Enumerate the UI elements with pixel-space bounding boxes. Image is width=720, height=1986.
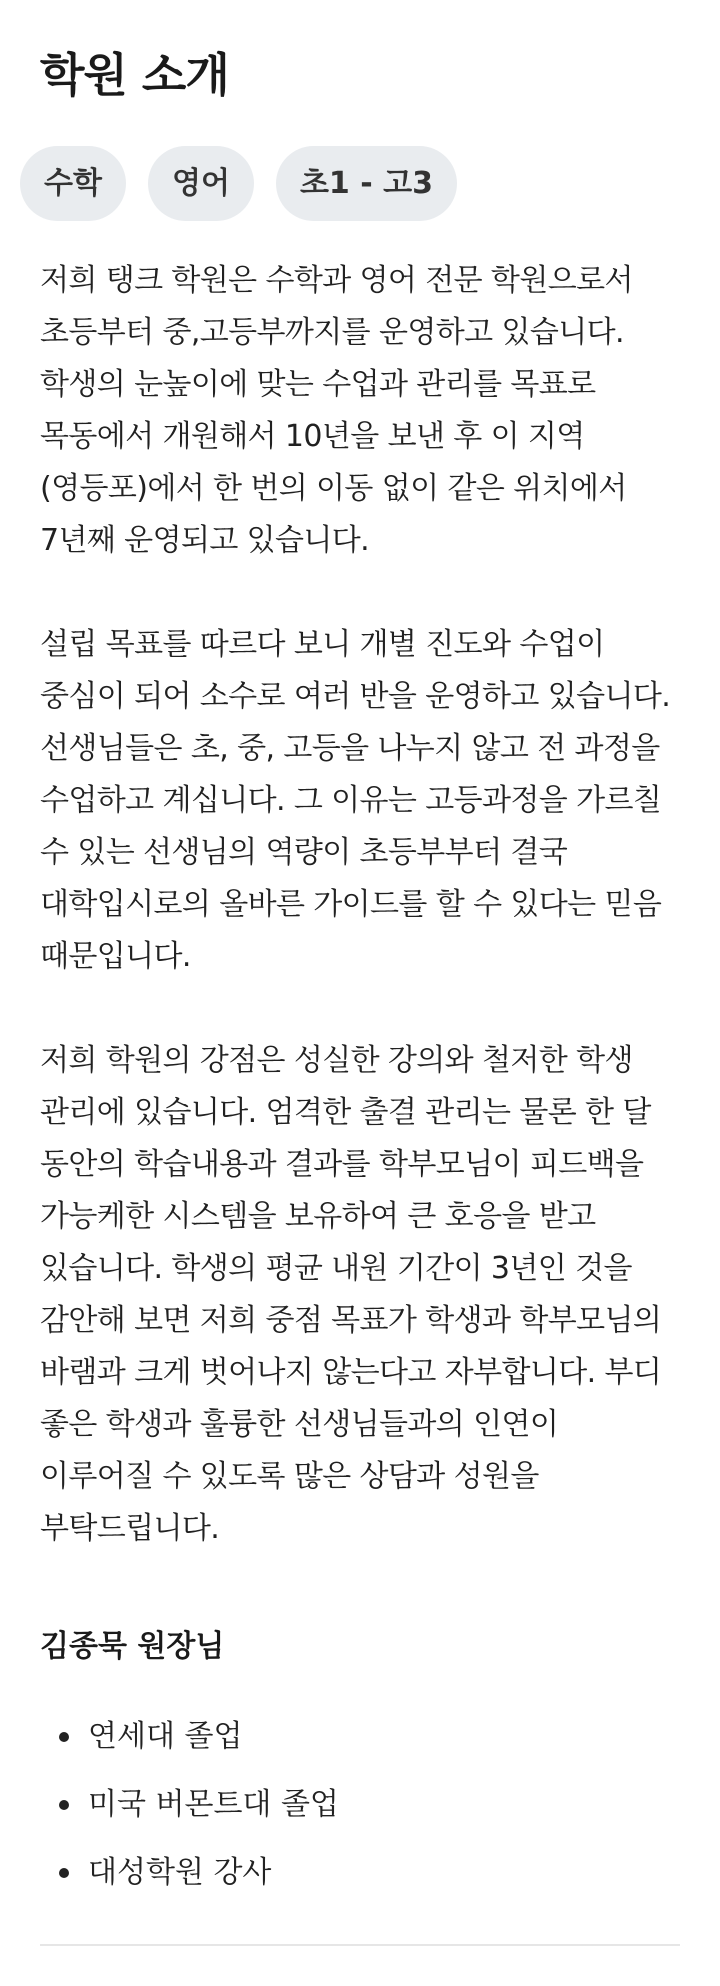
tag-english[interactable]: 영어 — [148, 146, 254, 221]
page-title: 학원 소개 — [40, 48, 229, 102]
career-item — [40, 1703, 680, 1771]
intro-paragraph-1: 저희 탱크 학원은 수학과 영어 전문 학원으로서 초등부터 중,고등부까지를 운영하고 있습니다. 학생의 눈높이에 맞는 수업과 관리를 목표로 목동에서 개원해서 10년을 보낸 후 이 지역(영등포)에서 한 번의 이동 없이 같은 위치에서 7년째 운영되고 있습니다. — [40, 263, 633, 558]
tag-list — [20, 146, 680, 221]
director-career-list — [40, 1703, 680, 1907]
bullet-icon — [59, 1732, 69, 1742]
tag-grade-range[interactable]: 초1 - 고3 — [276, 146, 457, 221]
intro-paragraph-3: 저희 학원의 강점은 성실한 강의와 철저한 학생 관리에 있습니다. 엄격한 출결 관리는 물론 한 달 동안의 학습내용과 결과를 학부모님이 피드백을 가능케한 시스템을 보유하여 큰 호응을 받고 있습니다. 학생의 평균 내원 기간이 3년인 것을 감안해 보면 저희 중점 목표가 학생과 학부모님의 바램과 크게 벗어나지 않는다고 자부합니다. 부디 좋은 학생과 훌륭한 선생님들과의 인연이 이루어질 수 있도록 많은 상담과 성원을 부탁드립니다. — [40, 1043, 662, 1546]
bullet-icon — [59, 1800, 69, 1810]
intro-text — [40, 255, 680, 1555]
director-name: 김종묵 원장님 — [40, 1629, 225, 1664]
tag-math[interactable]: 수학 — [20, 146, 126, 221]
bullet-icon — [59, 1868, 69, 1878]
career-item-label: 연세대 졸업 — [88, 1719, 243, 1754]
career-item — [40, 1771, 680, 1839]
intro-paragraph-2: 설립 목표를 따르다 보니 개별 진도와 수업이 중심이 되어 소수로 여러 반을 운영하고 있습니다. 선생님들은 초, 중, 고등을 나누지 않고 전 과정을 수업하고 계십니다. 그 이유는 고등과정을 가르칠 수 있는 선생님의 역량이 초등부부터 결국 대학입시로의 올바른 가이드를 할 수 있다는 믿음 때문입니다. — [40, 627, 671, 974]
section-divider — [40, 1944, 680, 1946]
career-item-label: 미국 버몬트대 졸업 — [88, 1787, 339, 1822]
career-item — [40, 1839, 680, 1907]
career-item-label: 대성학원 강사 — [88, 1855, 272, 1890]
